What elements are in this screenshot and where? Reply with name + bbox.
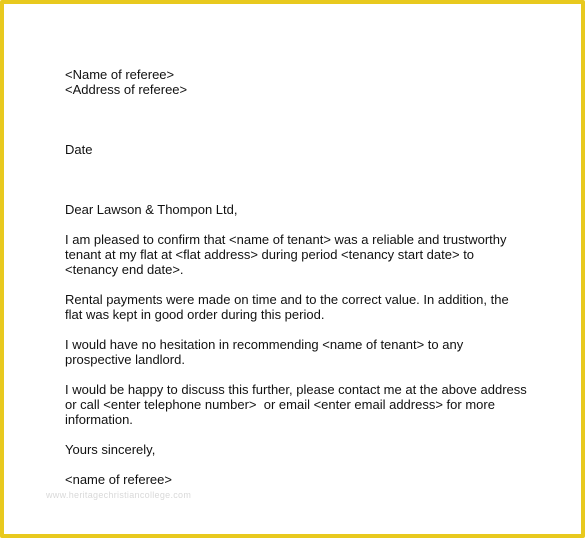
paragraph-confirmation [65,232,565,277]
closing: Yours sincerely, [65,442,156,457]
referee-address: <Address of referee> [65,82,188,97]
paragraph-line: information. [65,412,133,427]
paragraph-recommendation [65,337,565,367]
paragraph-contact [65,382,565,427]
paragraph-line: flat was kept in good order during this period. [65,307,325,322]
paragraph-line: prospective landlord. [65,352,185,367]
paragraph-line: Rental payments were made on time and to the correct value. In addition, the [65,292,509,307]
paragraph-line: I am pleased to confirm that <name of tenant> was a reliable and trustworthy [65,232,507,247]
paragraph-line: I would be happy to discuss this further, please contact me at the above address [65,382,527,397]
paragraph-line: or call <enter telephone number> or email <enter email address> for more [65,397,495,412]
salutation: Dear Lawson & Thompon Ltd, [65,202,238,217]
watermark-text: www.heritagechristiancollege.com [46,490,192,500]
letter-body [65,67,565,487]
paragraph-line: tenant at my flat at <flat address> during period <tenancy start date> to [65,247,475,262]
paragraph-line: <tenancy end date>. [65,262,184,277]
paragraph-payments [65,292,565,322]
signature: <name of referee> [65,472,172,487]
referee-name: <Name of referee> [65,67,175,82]
paragraph-line: I would have no hesitation in recommending <name of tenant> to any [65,337,464,352]
letter-date: Date [65,142,93,157]
